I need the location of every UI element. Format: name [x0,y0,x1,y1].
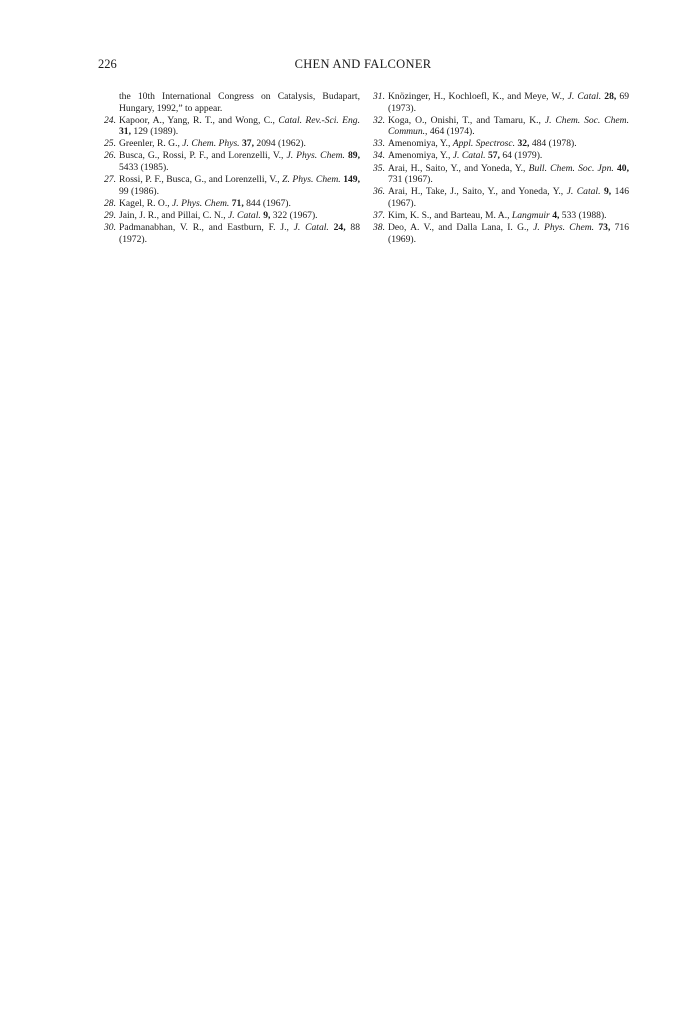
reference-text: Greenler, R. G., J. Chem. Phys. 37, 2094 (1962). [119,138,306,150]
reference-number: 35. [373,162,385,174]
reference-entry [98,91,360,114]
reference-number: 30. [104,222,116,234]
reference-text: Koga, O., Onishi, T., and Tamaru, K., J. Chem. Soc. Chem. Commun., 464 (1974). [388,114,629,138]
reference-text: the 10th International Congress on Catalysis, Budapart, Hungary, 1992,” to appear. [119,91,360,114]
reference-entry [98,150,360,173]
reference-entry [98,198,360,210]
reference-number: 26. [104,150,116,162]
reference-entry [98,115,360,138]
reference-entry [367,115,629,138]
reference-entry [98,138,360,150]
reference-text: Amenomiya, Y., J. Catal. 57, 64 (1979). [388,150,543,162]
reference-number: 38. [373,222,385,234]
reference-number: 34. [373,150,385,162]
page-number: 226 [98,57,117,71]
reference-text: Jain, J. R., and Pillai, C. N., J. Catal. 9, 322 (1967). [119,209,318,221]
reference-entry [367,222,629,245]
page-header [98,57,628,75]
reference-entry [367,186,629,209]
reference-text: Padmanabhan, V. R., and Eastburn, F. J., J. Catal. 24, 88 (1972). [119,222,361,245]
reference-number: 33. [373,138,385,150]
reference-list-left-column [98,91,360,246]
reference-text: Kim, K. S., and Barteau, M. A., Langmuir 4, 533 (1988). [388,209,607,221]
reference-number: 37. [373,209,385,221]
reference-text: Busca, G., Rossi, P. F., and Lorenzelli, V., J. Phys. Chem. 89, 5433 (1985). [119,150,360,174]
reference-entry [367,163,629,186]
reference-number: 36. [373,186,385,198]
reference-number: 29. [104,209,116,221]
reference-number: 25. [104,138,116,150]
reference-number: 32. [373,114,385,126]
reference-text: Deo, A. V., and Dalla Lana, I. G., J. Phys. Chem. 73, 716 (1969). [388,222,629,245]
reference-entry [367,150,629,162]
reference-text: Rossi, P. F., Busca, G., and Lorenzelli, V., Z. Phys. Chem. 149, 99 (1986). [119,174,360,197]
running-title: CHEN AND FALCONER [294,57,432,71]
reference-number: 31. [373,91,385,102]
reference-entry [98,222,360,245]
reference-text: Kagel, R. O., J. Phys. Chem. 71, 844 (1967). [119,197,291,209]
reference-entry [367,210,629,222]
reference-entry [98,210,360,222]
reference-entry [98,174,360,197]
reference-entry [367,91,629,114]
reference-text: Kapoor, A., Yang, R. T., and Wong, C., Catal. Rev.-Sci. Eng. 31, 129 (1989). [119,114,360,138]
reference-list-right-column [367,91,629,246]
reference-number: 24. [104,114,116,126]
reference-number: 28. [104,197,116,209]
reference-number: 27. [104,174,116,186]
reference-text: Amenomiya, Y., Appl. Spectrosc. 32, 484 (1978). [388,138,577,150]
reference-text: Arai, H., Saito, Y., and Yoneda, Y., Bull. Chem. Soc. Jpn. 40, 731 (1967). [388,162,629,186]
reference-entry [367,138,629,150]
reference-text: Arai, H., Take, J., Saito, Y., and Yoneda, Y., J. Catal. 9, 146 (1967). [388,186,629,209]
reference-text: Knözinger, H., Kochloefl, K., and Meye, W., J. Catal. 28, 69 (1973). [388,91,629,114]
